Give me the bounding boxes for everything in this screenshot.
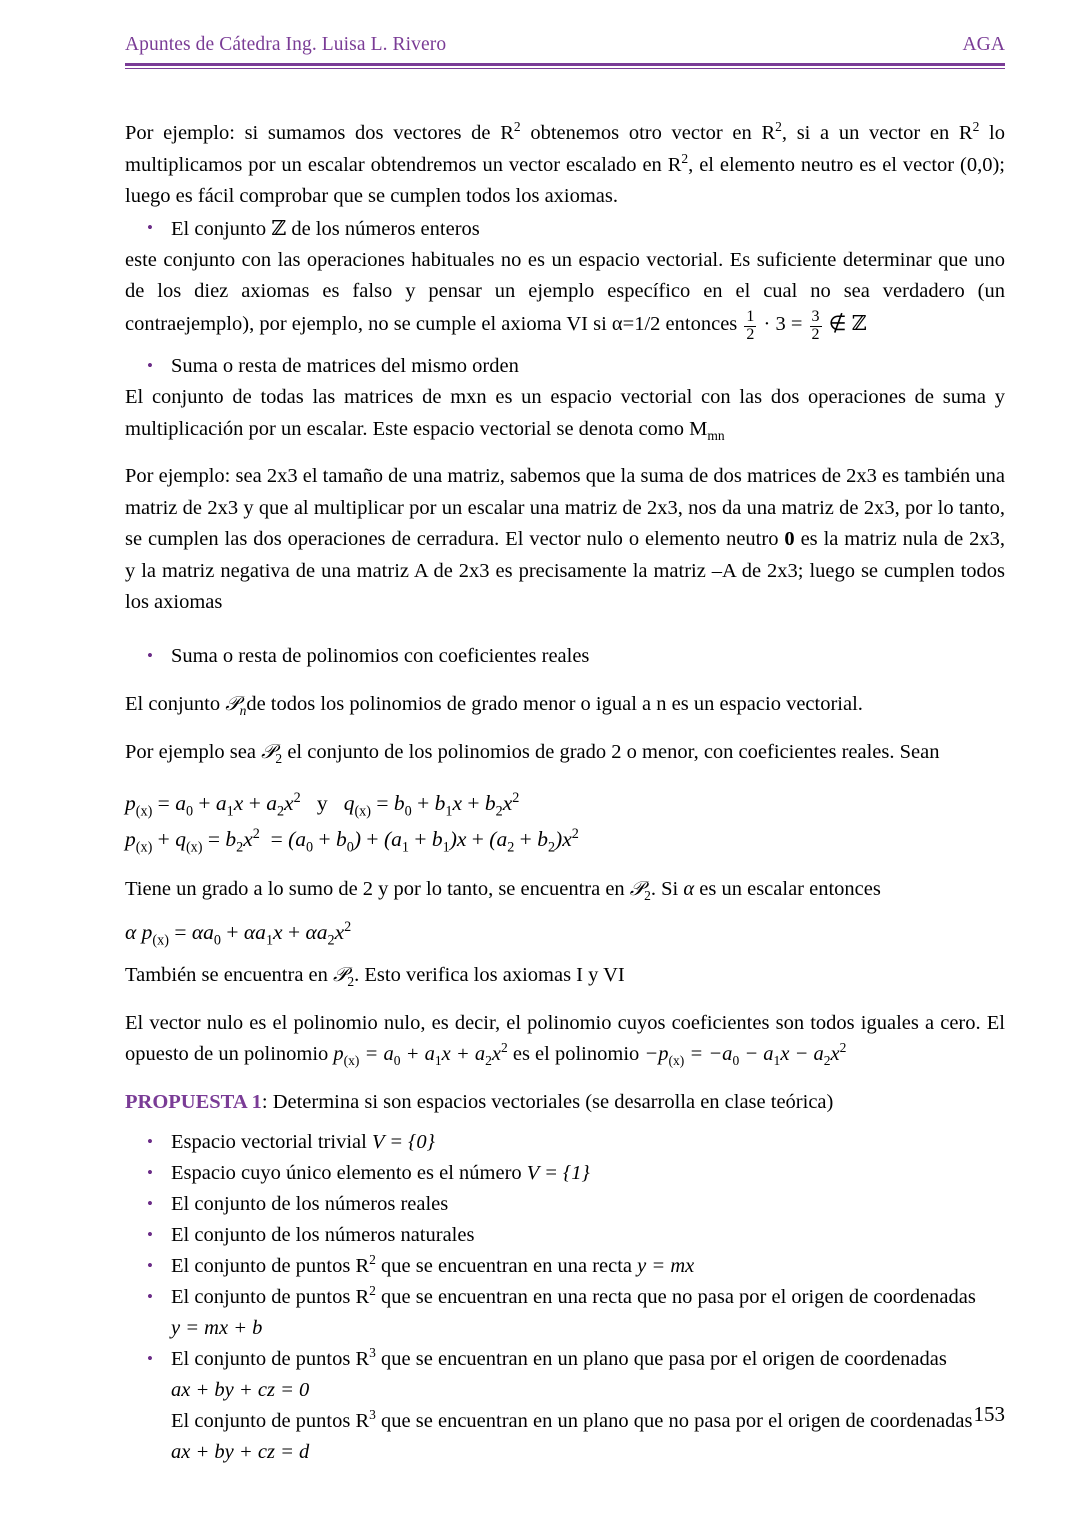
subscript-2: 2 bbox=[347, 974, 355, 990]
list-item-label: Espacio cuyo único elemento es el número bbox=[171, 1162, 527, 1185]
fraction-denominator: 2 bbox=[811, 325, 820, 343]
subscript-2: 2 bbox=[644, 887, 651, 903]
paragraph-text: El conjunto de todas las matrices de mxn es un espacio vectorial con las dos operaciones de suma y multiplicación por un escalar. Este espacio vectorial se denota como M bbox=[125, 386, 1005, 440]
bullet-list-polynomials bbox=[125, 641, 1005, 672]
list-item-label: Espacio vectorial trivial bbox=[171, 1131, 372, 1154]
list-item-math: V = {0} bbox=[371, 1131, 435, 1154]
alpha-symbol: α bbox=[683, 877, 695, 900]
blackboard-z-symbol: ℤ bbox=[271, 215, 287, 240]
paragraph-text: , si a un vector en R bbox=[781, 122, 973, 144]
list-item-label: Suma o resta de matrices del mismo orden bbox=[171, 355, 519, 378]
superscript-2: 2 bbox=[369, 1252, 376, 1268]
list-item-label: El conjunto de puntos R bbox=[171, 1286, 370, 1309]
document-body bbox=[125, 118, 1005, 1468]
superscript-2: 2 bbox=[369, 1283, 376, 1299]
paragraph-text: Por ejemplo: si sumamos dos vectores de R bbox=[125, 122, 514, 144]
paragraph-axioms-verified bbox=[125, 959, 1005, 992]
paragraph-matrices-space bbox=[125, 382, 1005, 445]
script-p-symbol: 𝒫 bbox=[261, 740, 276, 764]
paragraph-text: , el elemento neutro es el vector (0,0); luego es fácil comprobar que se cumplen todos los axiomas. bbox=[125, 153, 1005, 207]
list-item bbox=[125, 1127, 1005, 1158]
list-item bbox=[125, 1282, 1005, 1344]
paragraph-text: es un escalar entonces bbox=[694, 877, 881, 900]
superscript-2: 2 bbox=[681, 150, 689, 166]
paragraph-text: . Esto verifica los axiomas I y VI bbox=[354, 964, 625, 987]
equation-inline-minus-p: $-p_{(x)} = -a_0 - a_1x - a_2x^2$ bbox=[644, 1040, 847, 1069]
paragraph-text: Por ejemplo sea bbox=[125, 741, 262, 764]
page-header bbox=[125, 34, 1005, 56]
fraction-numerator: 1 bbox=[746, 308, 755, 326]
superscript-2: 2 bbox=[972, 119, 980, 135]
equation-inline-p: $p_{(x)} = a_0 + a_1x + a_2x^2$ bbox=[333, 1040, 508, 1069]
script-p-symbol: 𝒫 bbox=[225, 691, 240, 715]
superscript-3: 3 bbox=[369, 1345, 376, 1361]
paragraph-text: obtenemos otro vector en R bbox=[520, 122, 776, 144]
list-item-label: El conjunto de los números reales bbox=[171, 1193, 449, 1216]
paragraph-text: . Si bbox=[650, 877, 684, 900]
header-title-left: Apuntes de Cátedra Ing. Luisa L. Rivero bbox=[125, 34, 447, 55]
header-divider-thin-line bbox=[125, 68, 1005, 69]
list-item-label: El conjunto de puntos R bbox=[171, 1348, 370, 1371]
list-item-label: de los números enteros bbox=[286, 217, 480, 240]
paragraph-null-polynomial bbox=[125, 1008, 1005, 1071]
list-item-math: V = {1} bbox=[526, 1162, 590, 1185]
paragraph-text: es la matriz nula de 2x3, y la matriz negativa de una matriz A de 2x3 es precisamente la matriz –A de 2x3; luego se cumplen todos los axiomas bbox=[125, 528, 1005, 614]
subscript-2: 2 bbox=[275, 751, 283, 767]
paragraph-text: es el polinomio bbox=[507, 1043, 645, 1066]
paragraph-text: este conjunto con las operaciones habituales no es un espacio vectorial. Es suficiente determinar que uno de los diez axiomas es falso y pensar un ejemplo específico en el cual no sea verdadero (un contraejemplo), por ejemplo, no se cumple el axioma VI si α=1/2 entonces bbox=[125, 248, 1005, 335]
paragraph-text: el conjunto de los polinomios de grado 2 o menor, con coeficientes reales. Sean bbox=[282, 741, 940, 764]
list-item-label: El conjunto bbox=[171, 217, 272, 240]
propuesta-label: PROPUESTA 1 bbox=[125, 1090, 262, 1113]
paragraph-pn-definition bbox=[125, 688, 1005, 721]
paragraph-degree-statement bbox=[125, 873, 1005, 906]
list-item-math: y = mx + b bbox=[171, 1317, 263, 1340]
list-item bbox=[125, 641, 1005, 672]
list-item-math: y = mx bbox=[637, 1255, 695, 1278]
header-divider-thick-line bbox=[125, 63, 1005, 66]
list-item-math: ax + by + cz = 0 bbox=[171, 1379, 310, 1402]
paragraph-text: El vector nulo es el polinomio nulo, es decir, el polinomio cuyos coeficientes son todos iguales a cero. El opuesto de un polinomio bbox=[125, 1011, 1005, 1066]
paragraph-text: Por ejemplo: sea 2x3 el tamaño de una matriz, sabemos que la suma de dos matrices de 2x3 es también una matriz de 2x3 y que al multiplicar por un escalar una matriz de 2x3, nos da una matriz de 2x3, por lo tanto, se cumplen las dos operaciones de cerradura. El vector nulo o elemento neutro bbox=[125, 465, 1005, 551]
list-item-label: que se encuentran en una recta que no pasa por el origen de coordenadas bbox=[375, 1286, 976, 1309]
fraction-denominator: 2 bbox=[746, 325, 755, 343]
fraction-numerator: 3 bbox=[811, 308, 820, 326]
list-item-label: que se encuentran en un plano que pasa por el origen de coordenadas bbox=[375, 1348, 947, 1371]
script-p-symbol: 𝒫 bbox=[333, 963, 348, 987]
script-p-symbol: 𝒫 bbox=[629, 876, 645, 900]
list-item bbox=[125, 213, 1005, 245]
null-vector-symbol: 0 bbox=[784, 528, 795, 551]
equation-p-plus-q: $p_{(x)} + q_{(x)} = b_2x^2 = (a_0 + b_0) + (a_1 + b_1)x + (a_2 + b_2)x^2$ bbox=[125, 825, 579, 855]
paragraph-counterexample bbox=[125, 245, 1005, 343]
list-item bbox=[125, 1251, 1005, 1282]
equation-alpha-times-p: α $p_{(x)} = \alpha a_0 + \alpha a_1x + \alpha a_2x^2$ bbox=[125, 918, 352, 949]
list-item-label: Suma o resta de polinomios con coeficientes reales bbox=[171, 644, 590, 667]
list-item-label: que se encuentran en una recta bbox=[375, 1255, 638, 1278]
superscript-3: 3 bbox=[369, 1407, 376, 1423]
header-title-right: AGA bbox=[962, 34, 1005, 55]
paragraph-text: Tiene un grado a lo sumo de 2 y por lo tanto, se encuentra en bbox=[125, 877, 630, 900]
superscript-2: 2 bbox=[775, 119, 782, 135]
paragraph-p2-definition bbox=[125, 736, 1005, 769]
list-item-math: ax + by + cz = d bbox=[171, 1441, 310, 1464]
list-item-label: que se encuentran en un plano que no pasa por el origen de coordenadas bbox=[375, 1410, 973, 1433]
propuesta-description: : Determina si son espacios vectoriales (se desarrolla en clase teórica) bbox=[261, 1090, 834, 1113]
bullet-list-integers bbox=[125, 213, 1005, 245]
list-item bbox=[125, 351, 1005, 382]
page-number: 153 bbox=[973, 1402, 1005, 1426]
list-item bbox=[125, 1189, 1005, 1220]
list-item-label: El conjunto de puntos R bbox=[171, 1410, 370, 1433]
subscript-mn: mn bbox=[707, 427, 725, 443]
fraction-one-half bbox=[744, 309, 756, 343]
paragraph-text: También se encuentra en bbox=[125, 964, 334, 987]
not-element-of-symbol: ∉ bbox=[823, 312, 852, 335]
superscript-2: 2 bbox=[513, 119, 521, 135]
propuesta-heading bbox=[125, 1087, 1005, 1119]
blackboard-z-symbol: ℤ bbox=[851, 310, 867, 335]
fraction-three-halves bbox=[810, 309, 822, 343]
paragraph-text: lo multiplicamos por un escalar obtendremos un vector escalado en R bbox=[125, 122, 1005, 176]
equation-p-and-q: $p_{(x)} = a_0 + a_1x + a_2x^2$ y $q_{(x)} = b_0 + b_1x + b_2x^2$ bbox=[125, 789, 520, 819]
paragraph-matrices-example bbox=[125, 461, 1005, 619]
paragraph-text: · 3 = bbox=[758, 312, 808, 335]
list-item-label: El conjunto de los números naturales bbox=[171, 1224, 475, 1247]
list-item bbox=[125, 1220, 1005, 1251]
paragraph-r2-example bbox=[125, 118, 1005, 213]
subscript-n: n bbox=[239, 702, 247, 718]
list-item-label: El conjunto de puntos R bbox=[171, 1255, 370, 1278]
header-divider bbox=[125, 63, 1005, 69]
paragraph-text: El conjunto bbox=[125, 692, 226, 715]
paragraph-text: de todos los polinomios de grado menor o igual a n es un espacio vectorial. bbox=[246, 692, 863, 715]
bullet-list-matrices bbox=[125, 351, 1005, 382]
list-item bbox=[125, 1158, 1005, 1189]
